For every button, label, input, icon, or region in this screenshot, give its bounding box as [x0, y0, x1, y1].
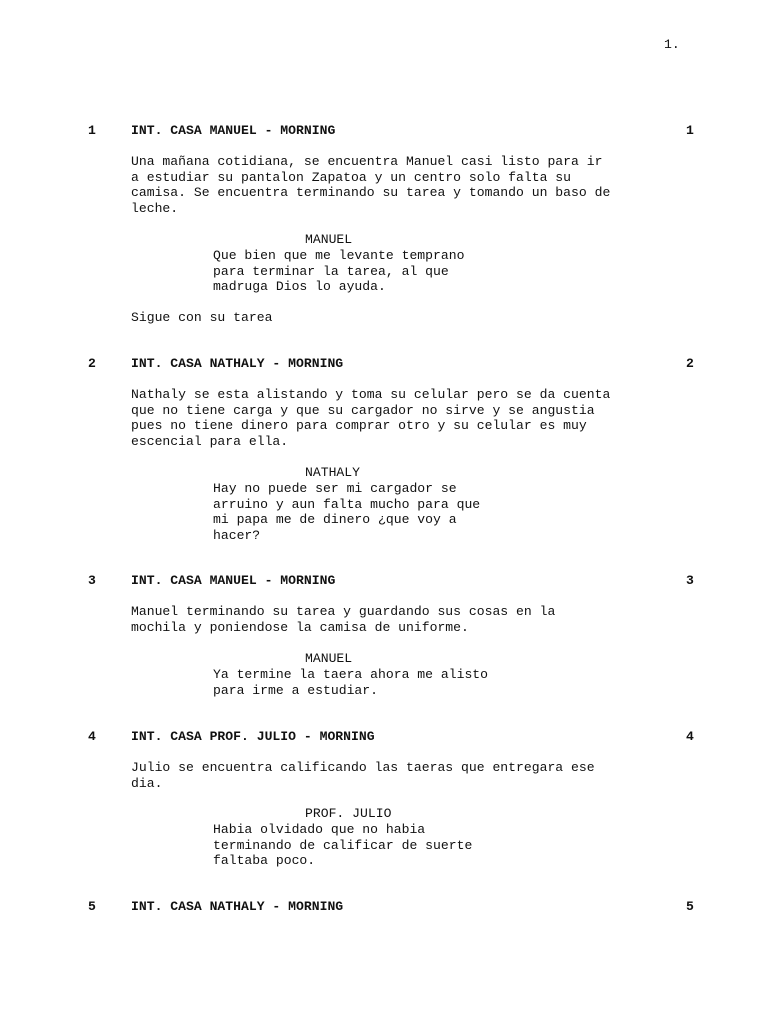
action-text: Julio se encuentra calificando las taeras que entregara ese dia. — [131, 760, 595, 791]
action-text: Sigue con su tarea — [131, 310, 273, 325]
scene-number-right: 1 — [686, 123, 694, 138]
scene-number-right: 4 — [686, 729, 694, 744]
scene-heading: INT. CASA NATHALY - MORNING — [131, 899, 344, 914]
scene-number-left: 4 — [88, 729, 96, 744]
scene-heading: INT. CASA NATHALY - MORNING — [131, 356, 344, 371]
scene-heading: INT. CASA MANUEL - MORNING — [131, 573, 336, 588]
character-name: NATHALY — [305, 465, 361, 480]
action-text: Nathaly se esta alistando y toma su celular pero se da cuenta que no tiene carga y que su cargador no sirve y se angustia pues no tiene dinero para comprar otro y su celular es muy escencial para ella. — [131, 387, 611, 449]
scene-heading: INT. CASA PROF. JULIO - MORNING — [131, 729, 375, 744]
scene-number-left: 5 — [88, 899, 96, 914]
character-name: PROF. JULIO — [305, 806, 392, 821]
dialogue-text: Ya termine la taera ahora me alisto para irme a estudiar. — [213, 667, 489, 698]
scene-heading: INT. CASA MANUEL - MORNING — [131, 123, 336, 138]
scene-number-right: 2 — [686, 356, 694, 371]
character-name: MANUEL — [305, 651, 353, 666]
action-text: Manuel terminando su tarea y guardando sus cosas en la mochila y poniendose la camisa de uniforme. — [131, 604, 556, 635]
character-name: MANUEL — [305, 232, 353, 247]
scene-number-right: 3 — [686, 573, 694, 588]
dialogue-text: Hay no puede ser mi cargador se arruino y aun falta mucho para que mi papa me de dinero ¿que voy a hacer? — [213, 481, 481, 543]
scene-number-left: 3 — [88, 573, 96, 588]
dialogue-text: Que bien que me levante temprano para terminar la tarea, al que madruga Dios lo ayuda. — [213, 248, 465, 295]
dialogue-text: Habia olvidado que no habia terminando de calificar de suerte faltaba poco. — [213, 822, 473, 869]
action-text: Una mañana cotidiana, se encuentra Manuel casi listo para ir a estudiar su pantalon Zapatoa y un centro solo falta su camisa. Se encuentra terminando su tarea y tomando un baso de leche. — [131, 154, 611, 216]
scene-number-left: 1 — [88, 123, 96, 138]
scene-number-right: 5 — [686, 899, 694, 914]
page-number: 1. — [664, 37, 680, 52]
scene-number-left: 2 — [88, 356, 96, 371]
